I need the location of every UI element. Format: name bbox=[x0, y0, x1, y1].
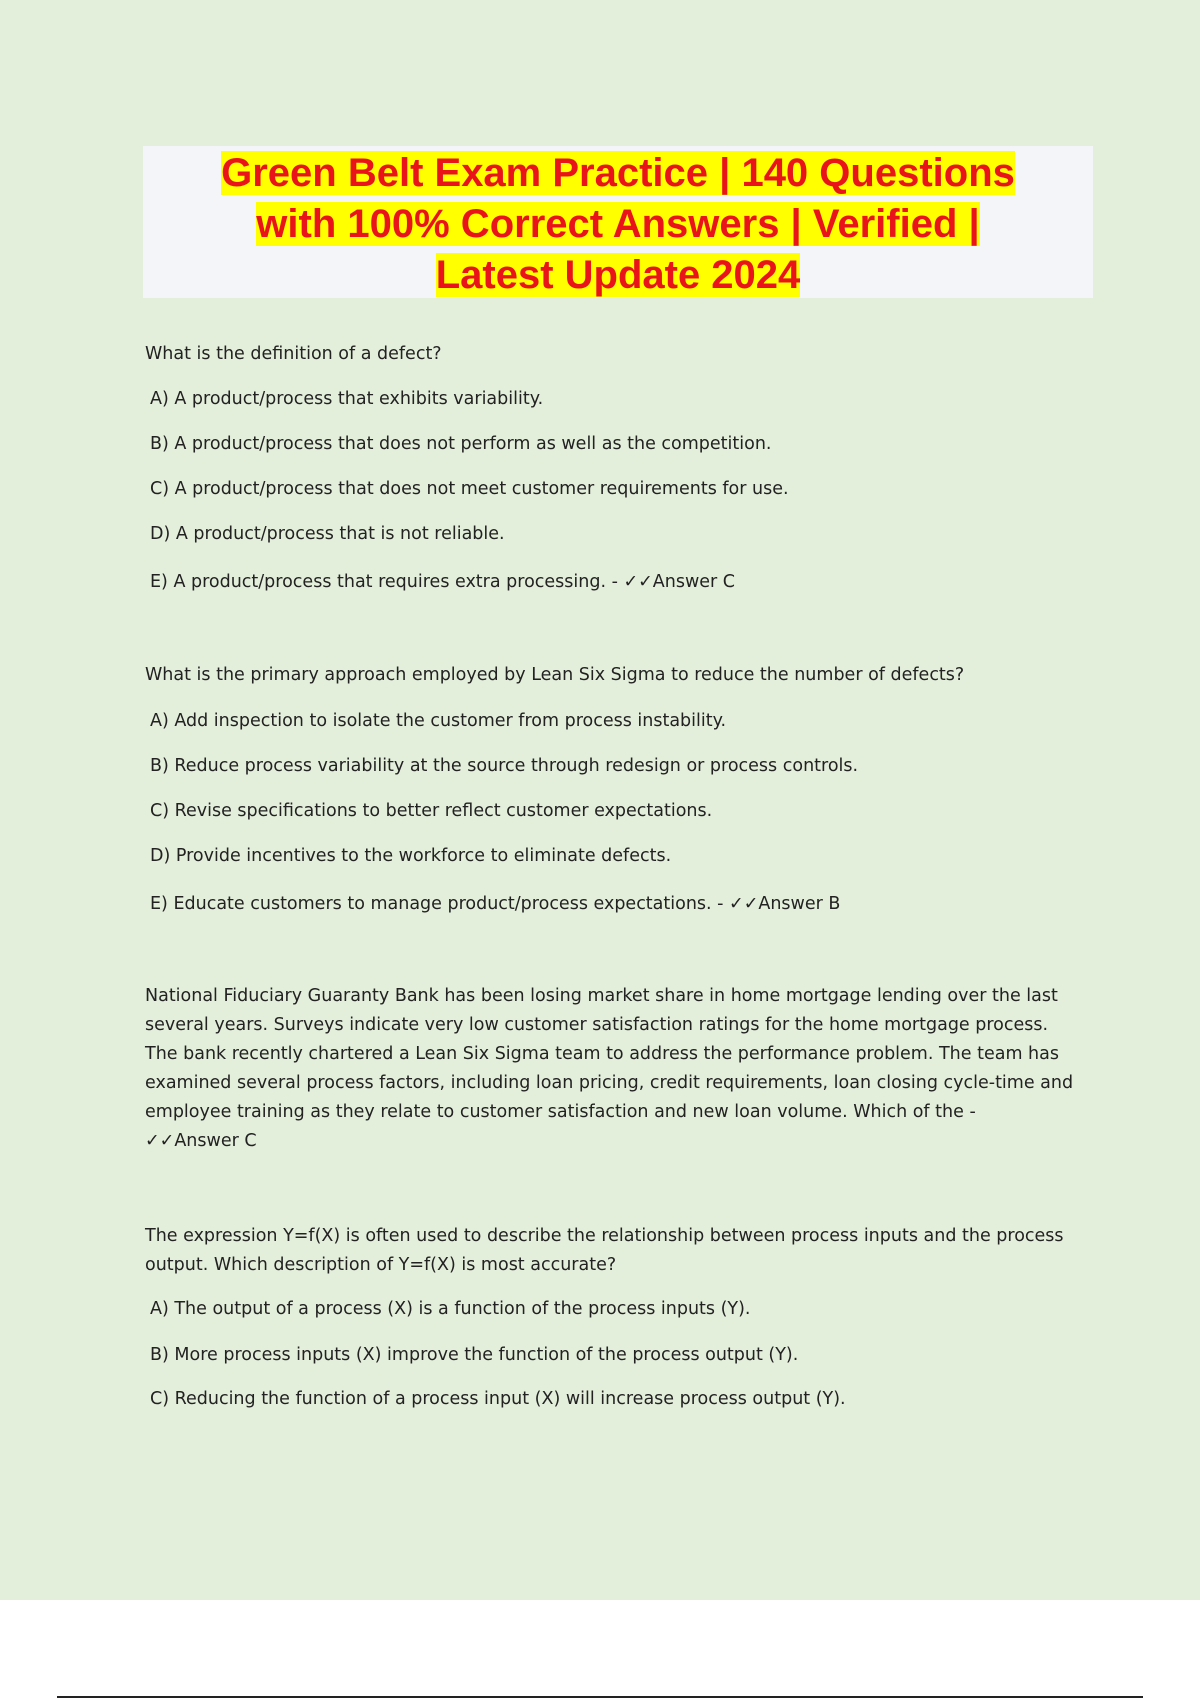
option-c: C) Reducing the function of a process input (X) will increase process output (Y). bbox=[150, 1389, 846, 1409]
question-line: The expression Y=f(X) is often used to describe the relationship between process inputs and the process bbox=[145, 1226, 1064, 1246]
question-line: National Fiduciary Guaranty Bank has been losing market share in home mortgage lending over the last bbox=[145, 986, 1058, 1006]
question-line: several years. Surveys indicate very low customer satisfaction ratings for the home mortgage process. bbox=[145, 1015, 1049, 1035]
question-line: The bank recently chartered a Lean Six Sigma team to address the performance problem. The team has bbox=[145, 1044, 1059, 1064]
question-text: What is the primary approach employed by Lean Six Sigma to reduce the number of defects? bbox=[145, 665, 965, 685]
option-b: B) More process inputs (X) improve the function of the process output (Y). bbox=[150, 1345, 799, 1365]
title-line-2: with 100% Correct Answers | Verified | bbox=[256, 202, 980, 246]
question-block-1 bbox=[145, 340, 1095, 597]
question-text: What is the definition of a defect? bbox=[145, 344, 442, 364]
option-a: A) A product/process that exhibits variability. bbox=[150, 389, 544, 409]
title-box bbox=[143, 146, 1093, 298]
question-block-2 bbox=[145, 661, 1095, 919]
answer-line: ✓✓Answer C bbox=[145, 1131, 257, 1151]
option-b: B) Reduce process variability at the source through redesign or process controls. bbox=[150, 756, 859, 776]
question-line: output. Which description of Y=f(X) is most accurate? bbox=[145, 1255, 617, 1275]
option-c: C) A product/process that does not meet customer requirements for use. bbox=[150, 479, 789, 499]
option-a: A) The output of a process (X) is a function of the process inputs (Y). bbox=[150, 1299, 751, 1319]
question-line: employee training as they relate to customer satisfaction and new loan volume. Which of the - bbox=[145, 1102, 976, 1122]
option-d: D) A product/process that is not reliable. bbox=[150, 524, 505, 544]
option-c: C) Revise specifications to better reflect customer expectations. bbox=[150, 801, 713, 821]
question-block-4 bbox=[145, 1222, 1095, 1414]
question-block-3 bbox=[145, 982, 1095, 1156]
option-e-with-answer: E) Educate customers to manage product/process expectations. - ✓✓Answer B bbox=[150, 894, 841, 914]
question-line: examined several process factors, including loan pricing, credit requirements, loan closing cycle-time and bbox=[145, 1073, 1074, 1093]
option-d: D) Provide incentives to the workforce to eliminate defects. bbox=[150, 846, 672, 866]
footer-divider bbox=[57, 1696, 1143, 1698]
title-line-1: Green Belt Exam Practice | 140 Questions bbox=[221, 151, 1015, 195]
option-b: B) A product/process that does not perform as well as the competition. bbox=[150, 434, 772, 454]
option-e-with-answer: E) A product/process that requires extra processing. - ✓✓Answer C bbox=[150, 572, 736, 592]
option-a: A) Add inspection to isolate the customer from process instability. bbox=[150, 711, 727, 731]
title-line-3: Latest Update 2024 bbox=[435, 253, 801, 297]
